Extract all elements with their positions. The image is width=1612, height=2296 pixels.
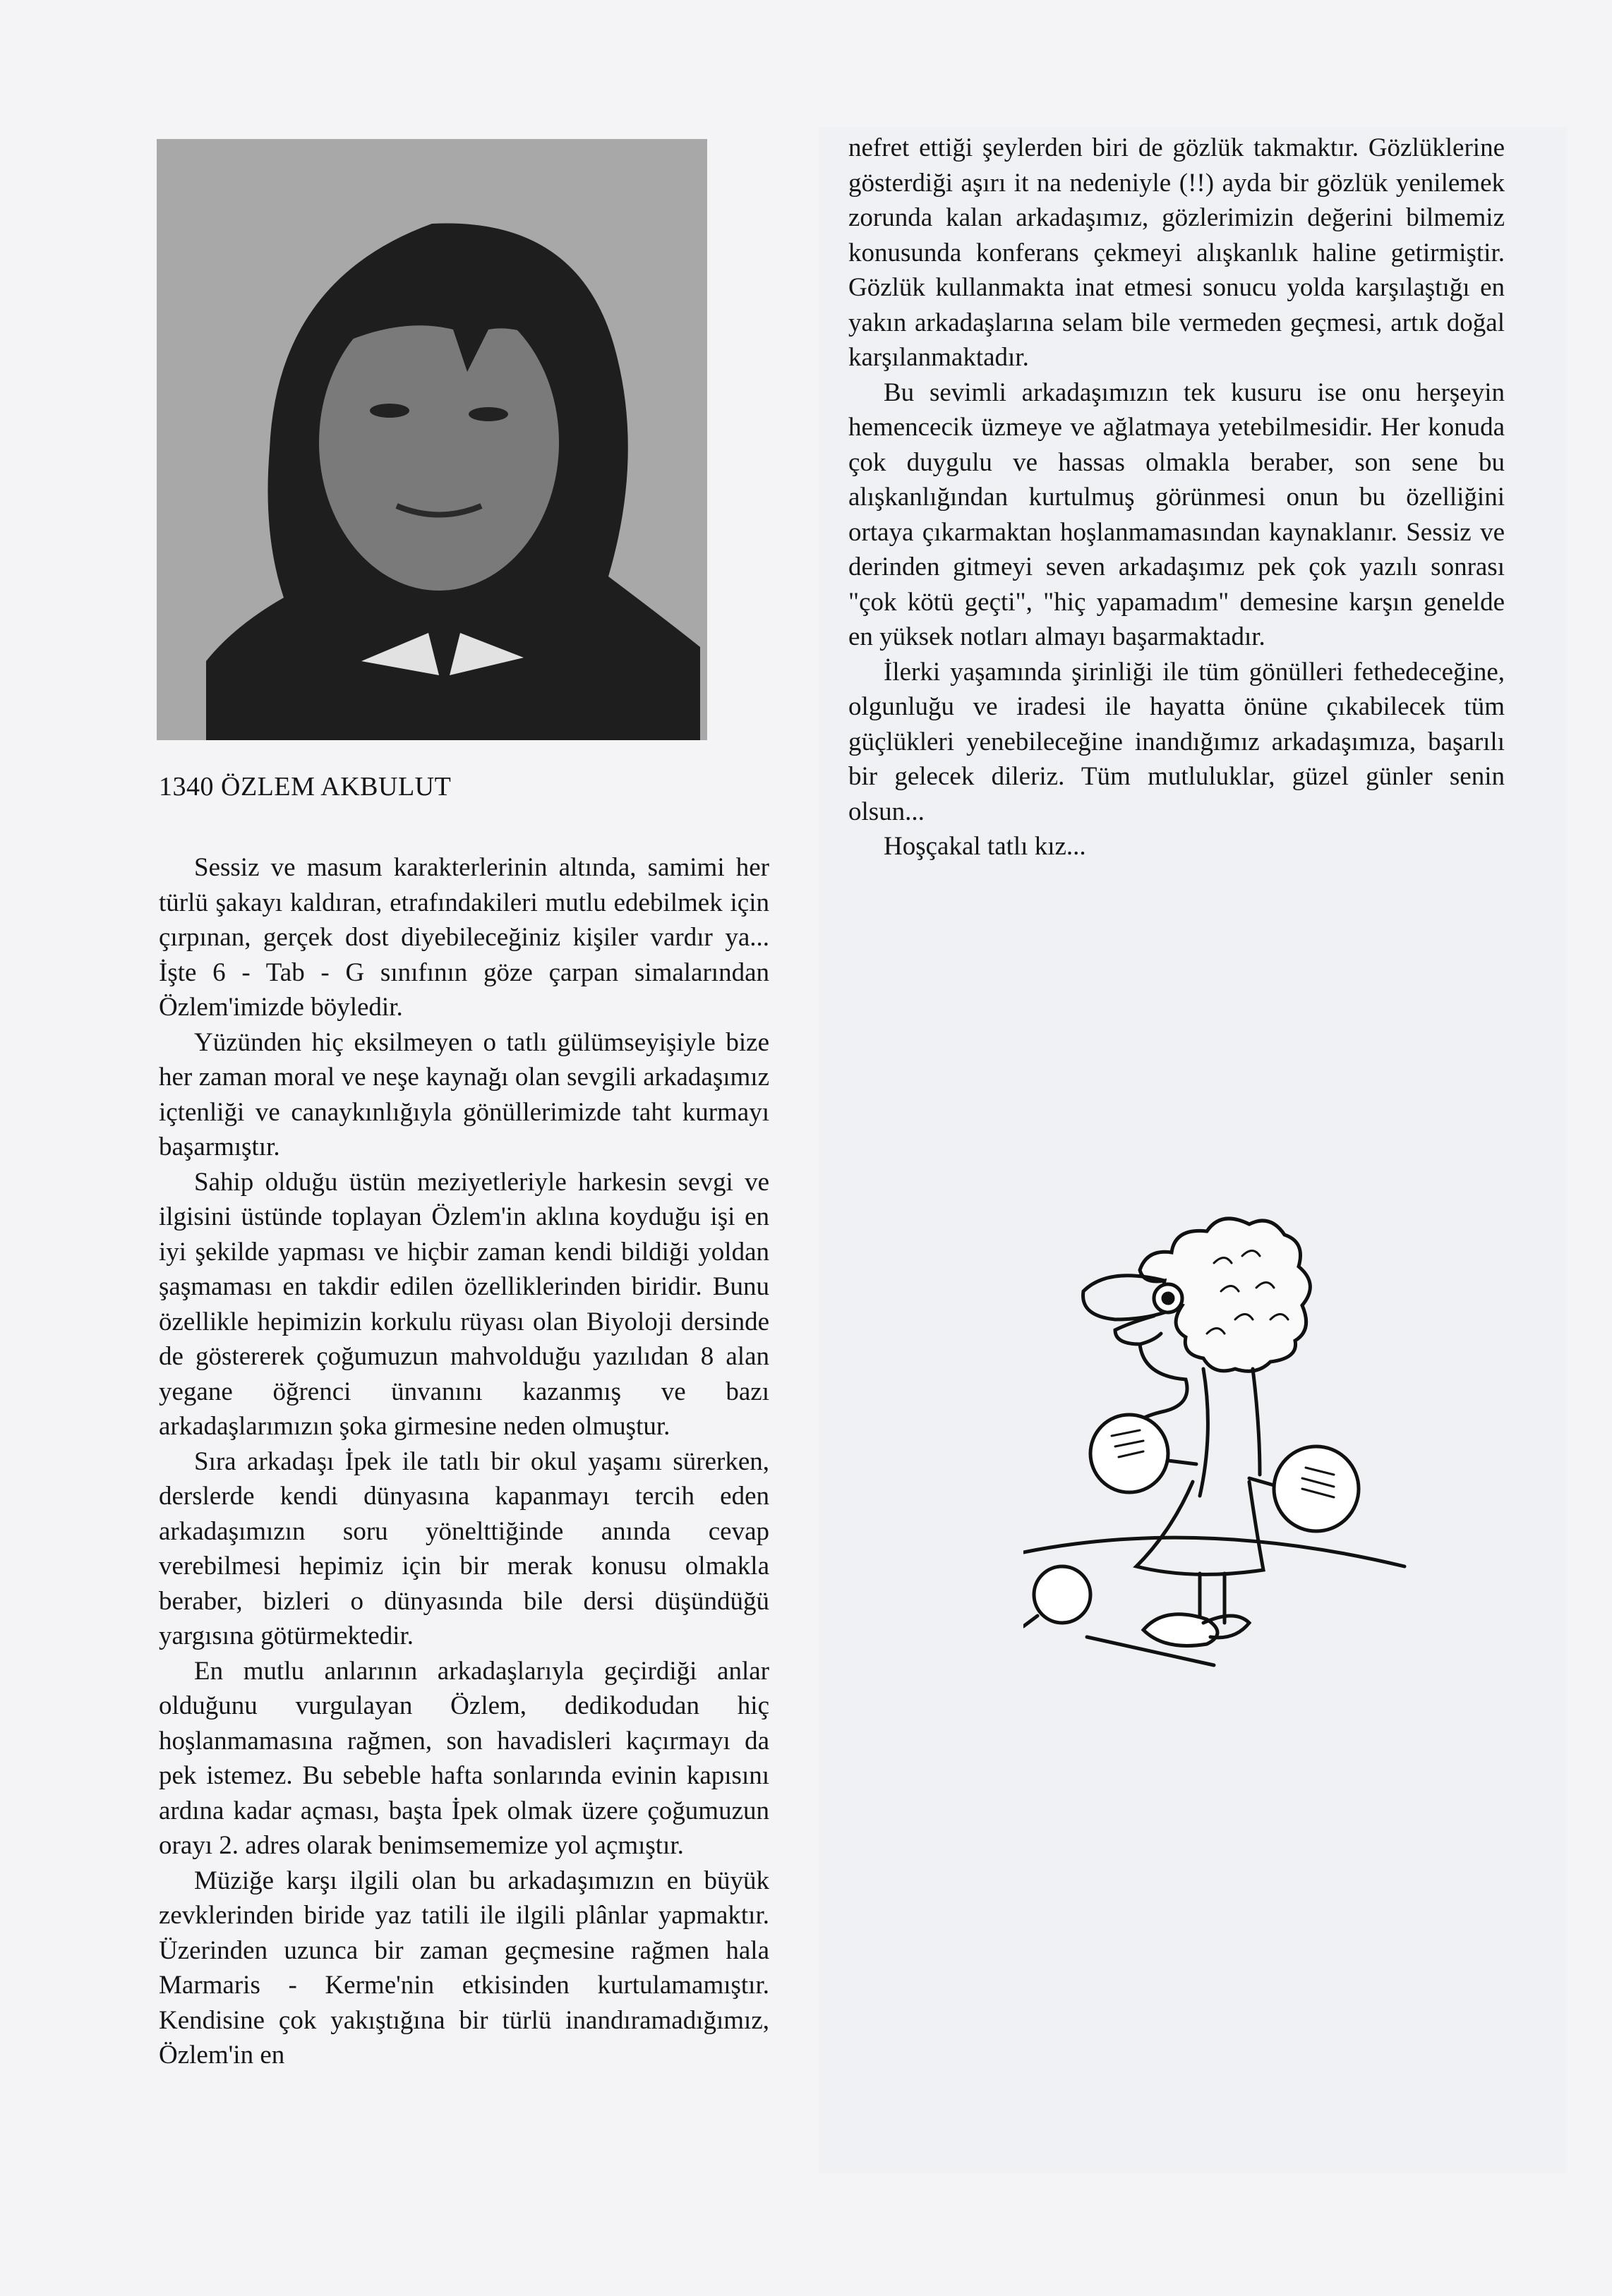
paragraph: İlerki yaşamında şirinliği ile tüm gönülleri fethedeceğine, olgunluğu ve iradesi ile hayatta önüne çıkabilecek tüm güçlükleri yenebileceğine inandığımız arkadaşımıza, başarılı bir gelecek dileriz. Tüm mutluluklar, güzel günler senin olsun... bbox=[848, 657, 1505, 826]
student-name-heading: 1340 ÖZLEM AKBULUT bbox=[159, 772, 452, 802]
paragraph: Bu sevimli arkadaşımızın tek kusuru ise onu herşeyin hemencecik üzmeye ve ağlatmaya yetebilmesidir. Her konuda çok duygulu ve hassas olmakla beraber, son sene bu alışkanlığından kurtulmuş görünmesi onun bu özelliğini ortaya çıkarmaktan hoşlanmamasından kaynaklanır. Sessiz ve derinden gitmeyi seven arkadaşımız pek çok yazılı sonrası "çok kötü geçti", "hiç yapamadım" demesine karşın genelde en yüksek notları almayı başarmaktadır. bbox=[848, 377, 1505, 651]
paragraph: Sahip olduğu üstün meziyetleriyle harkesin sevgi ve ilgisini üstünde toplayan Özlem'in aklına koyduğu işi en iyi şekilde yapması ve hiçbir zaman kendi bildiği yoldan şaşmaması en takdir edilen özelliklerinden biridir. Bunu özellikle hepimizin korkulu rüyası olan Biyoloji dersinde de göstererek çoğumuzun mahvolduğu yazılıdan 8 alan yegane öğrenci ünvanını kazanmış ve bazı arkadaşlarımızın şoka girmesine neden olmuştur. bbox=[159, 1167, 769, 1441]
paragraph: nefret ettiği şeylerden biri de gözlük takmaktır. Gözlüklerine gösterdiği aşırı it na nedeniyle (!!) ayda bir gözlük yenilemek zorunda kalan arkadaşımız, gözlerimizin değerini bilmemiz konusunda konferans çekmeyi alışkanlık haline getirmiştir. Gözlük kullanmakta inat etmesi sonucu yolda karşılaştığı en yakın arkadaşlarına selam bile vermeden geçmesi, artık doğal karşılanmaktadır. bbox=[848, 133, 1505, 372]
paragraph: Müziğe karşı ilgili olan bu arkadaşımızın en büyük zevklerinden biride yaz tatili ile ilgili plânlar yapmaktır. Üzerinden uzunca bir zaman geçmesine rağmen hala Marmaris - Kerme'nin etkisinden kurtulamamıştır. Kendisine çok yakıştığına bir türlü inandıramadığımız, Özlem'in en bbox=[159, 1866, 769, 2070]
closing-line: Hoşçakal tatlı kız... bbox=[884, 832, 1086, 861]
portrait-photo bbox=[157, 139, 707, 740]
paragraph: En mutlu anlarının arkadaşlarıyla geçirdiği anlar olduğunu vurgulayan Özlem, dedikodudan hiç hoşlanmamasına rağmen, son havadisleri kaçırmayı da pek istemez. Bu sebeble hafta sonlarında evinin kapısını ardına kadar açması, başta İpek olmak üzere çoğumuzun orayı 2. adres olarak benimsememize yol açmıştır. bbox=[159, 1656, 769, 1860]
paragraph: Sessiz ve masum karakterlerinin altında, samimi her türlü şakayı kaldıran, etrafındakileri mutlu edebilmek için çırpınan, gerçek dost diyebileceğiniz kişiler vardır ya... İşte 6 - Tab - G sınıfının göze çarpan simalarından Özlem'imizde böyledir. bbox=[159, 853, 769, 1022]
left-column bbox=[159, 766, 769, 2073]
paragraph: Yüzünden hiç eksilmeyen o tatlı gülümseyişiyle bize her zaman moral ve neşe kaynağı olan sevgili arkadaşımız içtenliği ve canaykınlığıyla gönüllerimizde taht kurmayı başarmıştır. bbox=[159, 1027, 769, 1161]
right-column bbox=[848, 131, 1505, 864]
paragraph: Sıra arkadaşı İpek ile tatlı bir okul yaşamı sürerken, derslerde kendi dünyasına kapanmayı tercih eden arkadaşımızın soru yönelttiğinde anında cevap verebilmesi hepimiz için bir merak konusu olmakla beraber, bizleri o dünyasında bile dersi düşündüğü yargısına götürmektedir. bbox=[159, 1446, 769, 1650]
cartoon-illustration bbox=[1023, 1200, 1517, 1849]
